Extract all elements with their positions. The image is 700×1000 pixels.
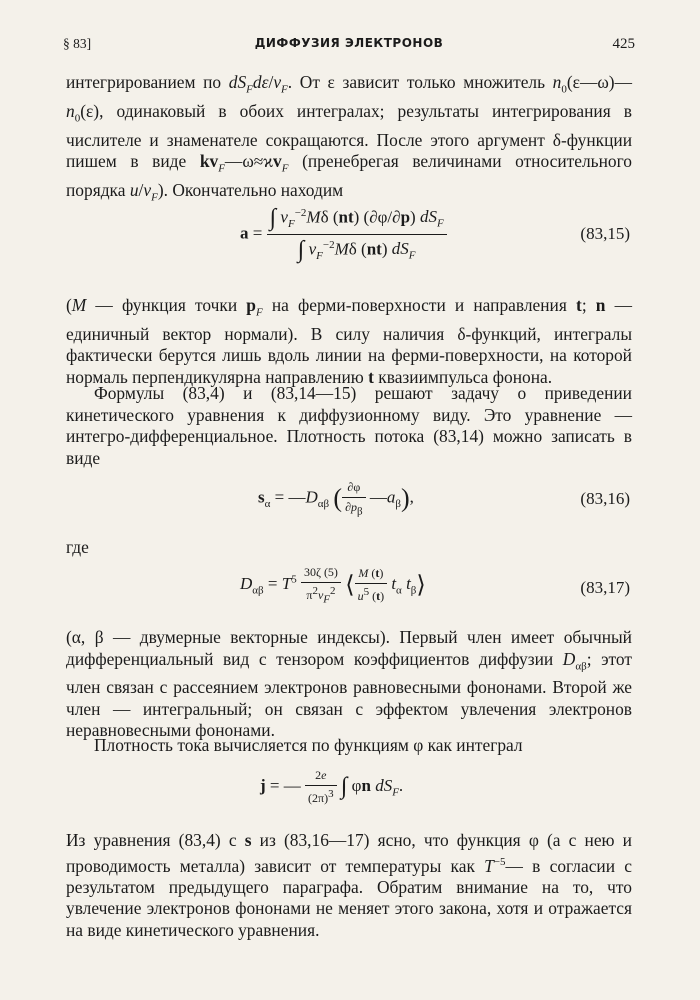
paragraph-2: (M — функция точки $p_F$ на ферми-поверхности и направления t; n — единичный вектор нормали). В силу наличия δ-функций, интегралы фактически берутся лишь вдоль линии на ферми-поверхности, на которой нормаль перпендикулярна направлению t квазиимпульса фонона.	[66, 295, 632, 387]
paragraph-5	[66, 735, 632, 757]
equation-number-15: (83,15)	[580, 224, 630, 243]
p1-text-e: ). Окончательно находим	[157, 180, 344, 201]
paragraph-4: (α, β — двумерные векторные индексы). Первый член имеет обычный дифференциальный вид с тензором коэффициентов диффузии $D_{\alpha\beta}$; этот член связан с рассеянием электронов равновесными фононами. Второй же член — интегральный; он связан с эффектом увлечения электронов неравновесными фононами.	[66, 627, 632, 741]
p1-text-b: . От ε зависит только множитель	[287, 72, 546, 92]
p1-text-d: (пренебрегая величинами относительного порядка	[66, 151, 632, 201]
p6-text-b: из (83,16—17) ясно, что функция φ (а с нею и проводимость металла) зависит от температуры как	[66, 830, 632, 876]
p2-text-b: на ферми-поверхности и направления	[271, 295, 567, 315]
p2-text-c: единичный вектор нормали). В силу наличия δ-функций, интегралы фактически берутся лишь вдоль линии на ферми-поверхности, на которой нормаль перпендикулярна направлению	[66, 323, 632, 387]
equation-number-17: (83,17)	[580, 578, 630, 597]
paragraph-6: Из уравнения (83,4) с s из (83,16—17) ясно, что функция φ (а с нею и проводимость металла) зависит от температуры как $T^{-5}—$ в согласии с результатом предыдущего параграфа. Обратим внимание на то, что увлечение электронов фононами не меняет этого закона, хотя и отражается на виде кинетического уравнения.	[66, 830, 632, 940]
equation-83-17: $D_{\alpha\beta} = T^5$ $\frac{30\zeta (5)}{\pi^2v_F^2}$ ⟨ $\frac{M (t)}{u^5 (t)}$ $t_\alpha$ $t_\beta⟩$	[240, 565, 426, 606]
where-text: где	[66, 537, 89, 557]
p1-text-a: интегрированием по	[66, 72, 222, 92]
equation-83-15: a = $\frac{\int v_F^{-2}M\delta (nt) (\partial\varphi/\partial p) dS_F}{\int v_F^{-2}M\delta (nt) dS_F}$	[240, 205, 447, 264]
equation-83-16: $s_\alpha$ = $—D_{\alpha\beta}$ ( $\frac{\partial\varphi}{\partial p_\beta}$ $—a_\beta$),	[258, 480, 414, 518]
where-word	[66, 537, 632, 559]
page-header	[63, 36, 635, 58]
p6-text-a: Из уравнения (83,4) с	[66, 830, 237, 850]
p4-text-a: (α, β — двумерные векторные индексы). Первый член имеет обычный дифференциальный вид с тензором коэффициентов диффузии	[66, 627, 632, 669]
section-number: § 83]	[63, 36, 92, 51]
paragraph-1: интегрированием по $dS_Fd\varepsilon/v_F$. От ε зависит только множитель $n_0(\varepsilon—\omega)—n_0(\varepsilon)$, одинаковый в обоих интегралах; результаты интегрирования в числителе и знаменателе сокращаются. После этого аргумент δ-функции пишем в виде $kv_F—\omega\approx ϰv_F$ (пренебрегая величинами относительного порядка $u/v_F$). Окончательно находим	[66, 72, 632, 204]
paragraph-3	[66, 383, 632, 469]
p3-text: Формулы (83,4) и (83,14—15) решают задачу о приведении кинетического уравнения к диффузионному виду. Это уравнение — интегро-дифференциальное. Плотность потока (83,14) можно записать в виде	[66, 383, 632, 468]
p2-text-a: функция точки	[121, 295, 238, 315]
p4-text-b: ; этот член связан с рассеянием электронов равновесными фононами. Второй же член — интегральный; он связан с эффектом увлечения электронов неравновесными фононами.	[66, 648, 632, 741]
p2-text-d: квазиимпульса фонона.	[378, 366, 553, 387]
equation-number-16: (83,16)	[580, 489, 630, 508]
equation-current: j = — $\frac{2e}{(2\pi)^3}$ ∫ φn $dS_F$.	[260, 768, 404, 805]
p6-text-c: — в согласии с результатом предыдущего параграфа. Обратим внимание на то, что увлечение электронов фононами не меняет этого закона, хотя и отражается на виде кинетического уравнения.	[66, 855, 632, 940]
p1-text-c: одинаковый в обоих интегралах; результаты интегрирования в числителе и знаменателе сокращаются. После этого аргумент δ-функции пишем в виде	[66, 100, 632, 172]
p5-text: Плотность тока вычисляется по функциям φ как интеграл	[94, 735, 523, 755]
running-title: ДИФФУЗИЯ ЭЛЕКТРОНОВ	[254, 36, 444, 50]
page-number: 425	[612, 36, 635, 52]
